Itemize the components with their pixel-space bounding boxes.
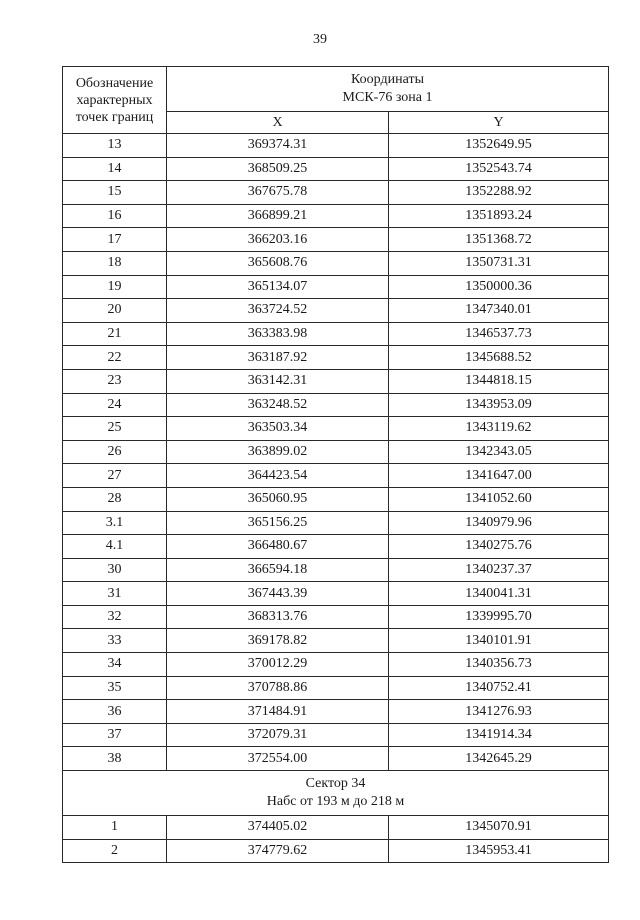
table-row <box>63 487 609 511</box>
y-coordinate-cell: 1345953.41 <box>389 839 609 863</box>
point-cell: 23 <box>63 369 167 393</box>
x-coordinate-cell: 366899.21 <box>167 204 389 228</box>
y-coordinate-cell: 1340101.91 <box>389 629 609 653</box>
y-coordinate-cell: 1340752.41 <box>389 676 609 700</box>
point-cell: 4.1 <box>63 535 167 559</box>
table-row <box>63 816 609 840</box>
y-coordinate-cell: 1344818.15 <box>389 369 609 393</box>
table-row <box>63 134 609 158</box>
table-body <box>63 134 609 771</box>
point-header-line: Обозначение <box>75 75 154 91</box>
y-coordinate-cell: 1350000.36 <box>389 275 609 299</box>
y-coordinate-cell: 1340041.31 <box>389 582 609 606</box>
table-row <box>63 228 609 252</box>
sector-title: Сектор 34 <box>305 776 366 792</box>
point-cell: 35 <box>63 676 167 700</box>
table-row <box>63 629 609 653</box>
y-coordinate-cell: 1339995.70 <box>389 605 609 629</box>
y-coordinate-cell: 1350731.31 <box>389 251 609 275</box>
y-coordinate-cell: 1351368.72 <box>389 228 609 252</box>
coordinates-header-line: МСК-76 зона 1 <box>342 90 433 105</box>
point-cell: 19 <box>63 275 167 299</box>
x-coordinate-cell: 363724.52 <box>167 299 389 323</box>
table-row <box>63 275 609 299</box>
y-coordinate-cell: 1352649.95 <box>389 134 609 158</box>
sector-subtitle: Набс от 193 м до 218 м <box>266 794 405 810</box>
x-coordinate-cell: 366594.18 <box>167 558 389 582</box>
point-cell: 27 <box>63 464 167 488</box>
x-coordinate-cell: 365134.07 <box>167 275 389 299</box>
table-row <box>63 369 609 393</box>
y-coordinate-cell: 1341647.00 <box>389 464 609 488</box>
point-cell: 21 <box>63 322 167 346</box>
table-row <box>63 605 609 629</box>
y-coordinate-cell: 1341914.34 <box>389 723 609 747</box>
y-coordinate-cell: 1346537.73 <box>389 322 609 346</box>
x-coordinate-cell: 364423.54 <box>167 464 389 488</box>
x-coordinate-cell: 365608.76 <box>167 251 389 275</box>
table-row <box>63 558 609 582</box>
point-cell: 28 <box>63 487 167 511</box>
x-coordinate-cell: 371484.91 <box>167 700 389 724</box>
sector-table-body <box>63 816 609 863</box>
point-header-line: точек границ <box>75 109 154 125</box>
table-row <box>63 747 609 771</box>
y-coordinate-cell: 1340356.73 <box>389 653 609 677</box>
x-coordinate-cell: 368313.76 <box>167 605 389 629</box>
point-cell: 38 <box>63 747 167 771</box>
table-row <box>63 417 609 441</box>
y-coordinate-cell: 1352288.92 <box>389 181 609 205</box>
y-coordinate-cell: 1340237.37 <box>389 558 609 582</box>
point-cell: 20 <box>63 299 167 323</box>
y-coordinate-cell: 1345070.91 <box>389 816 609 840</box>
x-coordinate-cell: 370788.86 <box>167 676 389 700</box>
y-coordinate-cell: 1347340.01 <box>389 299 609 323</box>
table-row <box>63 204 609 228</box>
y-coordinate-cell: 1342343.05 <box>389 440 609 464</box>
x-coordinate-cell: 374779.62 <box>167 839 389 863</box>
point-cell: 26 <box>63 440 167 464</box>
point-designation-header <box>63 67 167 134</box>
point-cell: 30 <box>63 558 167 582</box>
table-row <box>63 322 609 346</box>
y-coordinate-cell: 1341052.60 <box>389 487 609 511</box>
y-column-header: Y <box>389 112 609 134</box>
point-cell: 16 <box>63 204 167 228</box>
table-row <box>63 653 609 677</box>
table-row <box>63 181 609 205</box>
x-coordinate-cell: 366480.67 <box>167 535 389 559</box>
point-cell: 34 <box>63 653 167 677</box>
y-coordinate-cell: 1340979.96 <box>389 511 609 535</box>
x-coordinate-cell: 367443.39 <box>167 582 389 606</box>
y-coordinate-cell: 1352543.74 <box>389 157 609 181</box>
y-coordinate-cell: 1340275.76 <box>389 535 609 559</box>
x-column-header: X <box>167 112 389 134</box>
table-row <box>63 723 609 747</box>
y-coordinate-cell: 1341276.93 <box>389 700 609 724</box>
point-cell: 24 <box>63 393 167 417</box>
x-coordinate-cell: 372554.00 <box>167 747 389 771</box>
x-coordinate-cell: 366203.16 <box>167 228 389 252</box>
x-coordinate-cell: 363187.92 <box>167 346 389 370</box>
x-coordinate-cell: 363383.98 <box>167 322 389 346</box>
x-coordinate-cell: 370012.29 <box>167 653 389 677</box>
y-coordinate-cell: 1345688.52 <box>389 346 609 370</box>
point-cell: 22 <box>63 346 167 370</box>
table-row <box>63 464 609 488</box>
point-header-line: характерных <box>76 92 153 108</box>
table-row <box>63 157 609 181</box>
y-coordinate-cell: 1342645.29 <box>389 747 609 771</box>
point-cell: 25 <box>63 417 167 441</box>
table-row <box>63 676 609 700</box>
coordinates-table <box>62 66 609 863</box>
point-cell: 31 <box>63 582 167 606</box>
point-cell: 2 <box>63 839 167 863</box>
page-number: 39 <box>313 32 327 47</box>
point-cell: 15 <box>63 181 167 205</box>
table-row <box>63 251 609 275</box>
point-cell: 37 <box>63 723 167 747</box>
point-cell: 3.1 <box>63 511 167 535</box>
point-cell: 13 <box>63 134 167 158</box>
x-coordinate-cell: 369178.82 <box>167 629 389 653</box>
y-coordinate-cell: 1351893.24 <box>389 204 609 228</box>
y-coordinate-cell: 1343119.62 <box>389 417 609 441</box>
point-cell: 36 <box>63 700 167 724</box>
table-row <box>63 511 609 535</box>
table-row <box>63 700 609 724</box>
table-row <box>63 582 609 606</box>
table-row <box>63 839 609 863</box>
x-coordinate-cell: 367675.78 <box>167 181 389 205</box>
x-coordinate-cell: 369374.31 <box>167 134 389 158</box>
point-cell: 1 <box>63 816 167 840</box>
table-row <box>63 346 609 370</box>
x-coordinate-cell: 374405.02 <box>167 816 389 840</box>
x-coordinate-cell: 363503.34 <box>167 417 389 441</box>
sector-header <box>63 771 609 816</box>
table-row <box>63 393 609 417</box>
point-cell: 32 <box>63 605 167 629</box>
x-coordinate-cell: 372079.31 <box>167 723 389 747</box>
x-coordinate-cell: 368509.25 <box>167 157 389 181</box>
x-coordinate-cell: 363142.31 <box>167 369 389 393</box>
x-coordinate-cell: 365060.95 <box>167 487 389 511</box>
x-coordinate-cell: 363899.02 <box>167 440 389 464</box>
x-coordinate-cell: 363248.52 <box>167 393 389 417</box>
coordinates-header-line: Координаты <box>351 72 424 87</box>
point-cell: 18 <box>63 251 167 275</box>
x-coordinate-cell: 365156.25 <box>167 511 389 535</box>
table-row <box>63 299 609 323</box>
coordinates-header <box>167 67 609 112</box>
y-coordinate-cell: 1343953.09 <box>389 393 609 417</box>
point-cell: 14 <box>63 157 167 181</box>
point-cell: 33 <box>63 629 167 653</box>
table-row <box>63 440 609 464</box>
table-row <box>63 535 609 559</box>
point-cell: 17 <box>63 228 167 252</box>
